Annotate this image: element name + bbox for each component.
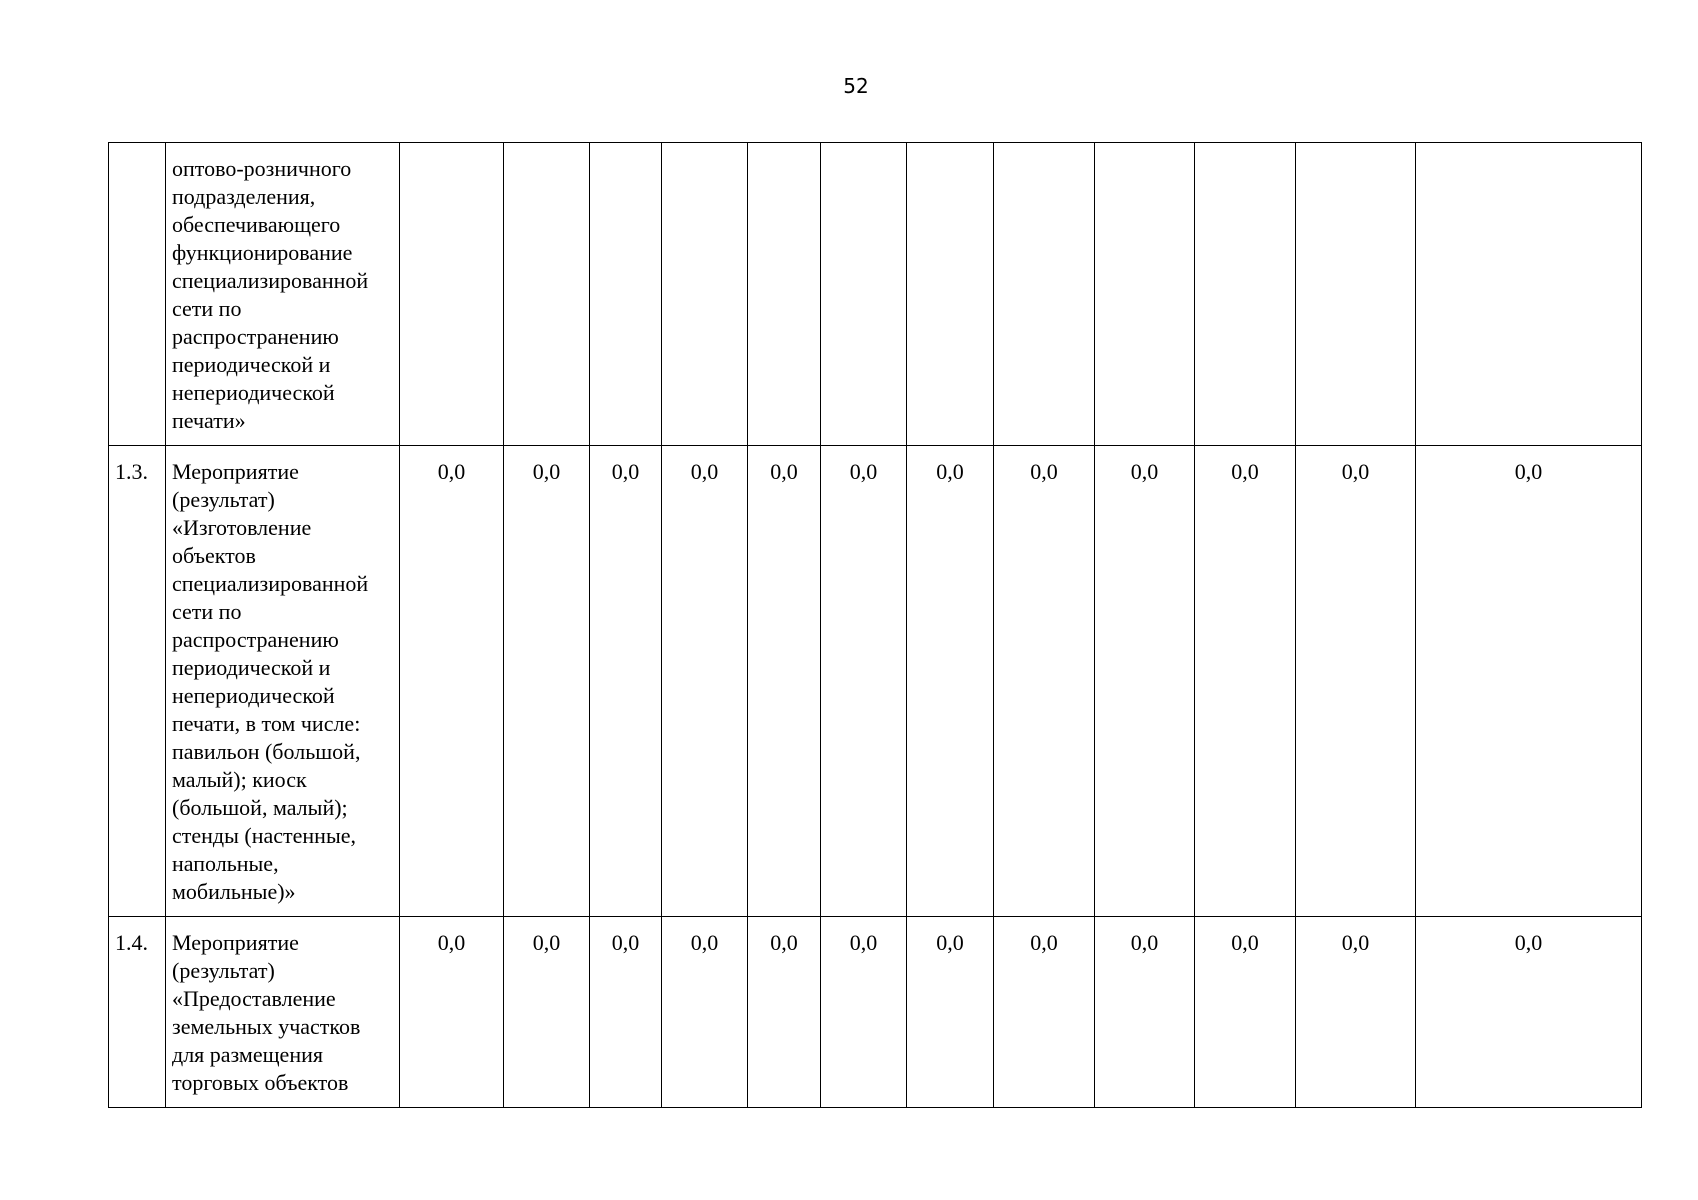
value-cell: 0,0	[1296, 446, 1416, 917]
value-cell: 0,0	[504, 917, 590, 1108]
value-cell: 0,0	[400, 446, 504, 917]
value-cell	[994, 143, 1095, 446]
value-cell: 0,0	[821, 446, 907, 917]
table-row	[109, 143, 1642, 446]
row-description: Мероприятие (результат) «Предоставление земельных участков для размещения торговых объектов	[166, 917, 400, 1108]
value-cell: 0,0	[821, 917, 907, 1108]
value-cell: 0,0	[662, 446, 748, 917]
value-cell: 0,0	[400, 917, 504, 1108]
value-cell	[504, 143, 590, 446]
row-number: 1.3.	[109, 446, 166, 917]
table-row	[109, 917, 1642, 1108]
value-cell: 0,0	[748, 446, 821, 917]
value-cell: 0,0	[590, 446, 662, 917]
value-cell: 0,0	[994, 917, 1095, 1108]
value-cell	[662, 143, 748, 446]
value-cell: 0,0	[1195, 446, 1296, 917]
table-row	[109, 446, 1642, 917]
value-cell: 0,0	[907, 446, 994, 917]
row-description: Мероприятие (результат) «Изготовление объектов специализированной сети по распространению периодической и непериодической печати, в том числе: павильон (большой, малый); киоск (большой, малый); стенды (настенные, напольные, мобильные)»	[166, 446, 400, 917]
value-cell: 0,0	[1416, 446, 1642, 917]
value-cell	[821, 143, 907, 446]
value-cell	[590, 143, 662, 446]
value-cell	[1296, 143, 1416, 446]
page-number: 52	[843, 74, 869, 98]
value-cell: 0,0	[590, 917, 662, 1108]
value-cell: 0,0	[1416, 917, 1642, 1108]
value-cell	[1416, 143, 1642, 446]
financing-table	[108, 142, 1642, 1108]
value-cell: 0,0	[504, 446, 590, 917]
row-number	[109, 143, 166, 446]
value-cell: 0,0	[748, 917, 821, 1108]
row-description: оптово-розничного подразделения, обеспечивающего функционирование специализированной сети по распространению периодической и непериодической печати»	[166, 143, 400, 446]
value-cell: 0,0	[1095, 917, 1195, 1108]
value-cell: 0,0	[1095, 446, 1195, 917]
value-cell	[1195, 143, 1296, 446]
value-cell: 0,0	[1195, 917, 1296, 1108]
value-cell: 0,0	[1296, 917, 1416, 1108]
value-cell	[1095, 143, 1195, 446]
value-cell: 0,0	[907, 917, 994, 1108]
value-cell	[907, 143, 994, 446]
value-cell	[400, 143, 504, 446]
value-cell	[748, 143, 821, 446]
value-cell: 0,0	[994, 446, 1095, 917]
value-cell: 0,0	[662, 917, 748, 1108]
row-number: 1.4.	[109, 917, 166, 1108]
